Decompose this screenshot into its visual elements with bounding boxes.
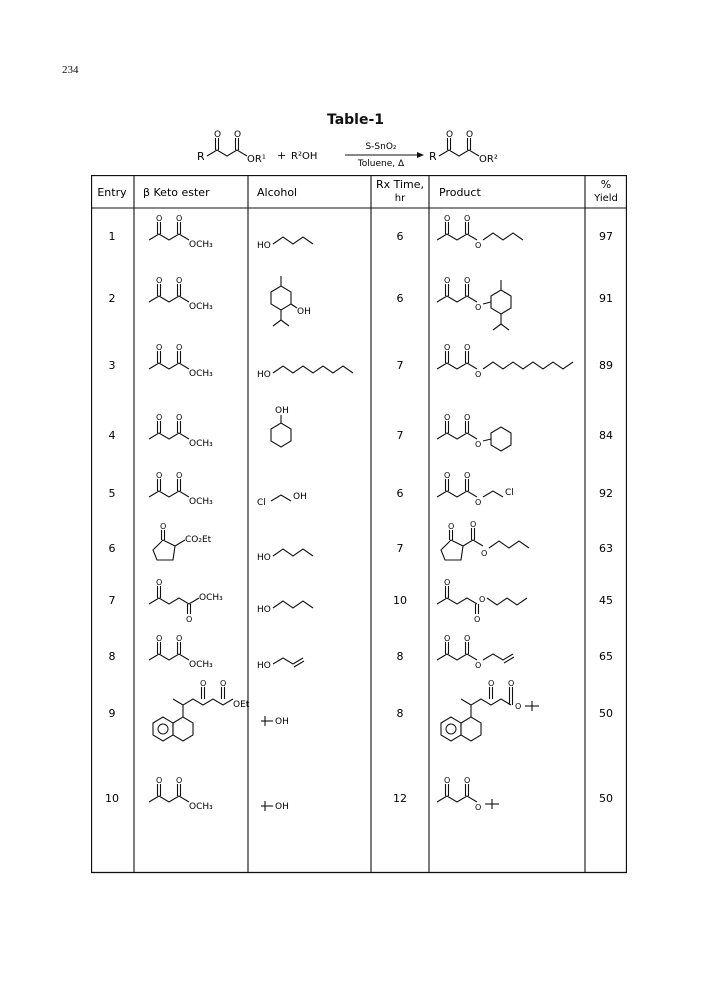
- carbonyl-o-label: O: [444, 214, 451, 223]
- carbonyl-o-label: O: [156, 578, 163, 587]
- header-alcohol: Alcohol: [257, 186, 298, 199]
- product-skeleton: [437, 234, 477, 240]
- cell-entry: 4: [108, 429, 116, 442]
- cell-entry: 8: [108, 650, 116, 663]
- product-skeleton: [437, 433, 477, 439]
- ester-group-label: OCH₃: [189, 369, 213, 379]
- alkyl-chain: [273, 549, 313, 556]
- alkyl-chain: [489, 541, 529, 548]
- cell-rx-time: 7: [396, 429, 404, 442]
- alcohol-cl-label: Cl: [257, 498, 266, 508]
- product-or2-label: OR²: [479, 154, 498, 165]
- carbonyl-o-label: O: [466, 130, 474, 140]
- product-o-label: O: [475, 440, 482, 449]
- carbonyl-o-label: O: [488, 679, 495, 688]
- carbonyl-o-label: O: [156, 634, 163, 643]
- side-chain: [183, 699, 233, 717]
- product-o-label: O: [475, 303, 482, 312]
- alcohol-oh-label: OH: [275, 717, 289, 727]
- product-skeleton: [437, 654, 477, 660]
- cell-rx-time: 8: [396, 707, 404, 720]
- cyclohexane-ring: [491, 290, 511, 314]
- plus-sign: +: [277, 149, 287, 162]
- table-row: [109, 276, 614, 330]
- carbonyl-o-label: O: [464, 413, 471, 422]
- ester-group-label: OCH₃: [199, 593, 223, 603]
- ester-skeleton: [149, 296, 189, 302]
- header-rx-time: Rx Time,: [375, 178, 425, 191]
- alcohol-oh-label: OH: [275, 802, 289, 812]
- product-o-label: O: [475, 498, 482, 507]
- aromatic-circle: [446, 724, 456, 734]
- cell-yield: 97: [599, 230, 613, 243]
- ethyl-chain: [271, 495, 291, 501]
- carbonyl-o-label: O: [508, 679, 515, 688]
- dihydro-ring: [461, 717, 481, 741]
- isopropyl-group: [501, 324, 509, 330]
- table-row: [109, 471, 614, 508]
- cell-entry: 6: [108, 542, 116, 555]
- cell-yield: 84: [599, 429, 613, 442]
- carbonyl-o-label: O: [444, 343, 451, 352]
- cell-entry: 1: [108, 230, 116, 243]
- cell-rx-time: 6: [396, 487, 404, 500]
- product-skeleton: [437, 491, 477, 497]
- ester-skeleton: [149, 654, 189, 660]
- cyclopentane-ring: [441, 540, 463, 560]
- cell-entry: 3: [108, 359, 116, 372]
- alcohol-ho-label: HO: [257, 605, 271, 615]
- ester-group-label: OCH₃: [189, 802, 213, 812]
- allyl-chain: [483, 654, 513, 660]
- product-cl-label: Cl: [505, 488, 514, 498]
- carbonyl-o-label: O: [176, 471, 183, 480]
- header-rx-time-unit: hr: [394, 193, 406, 204]
- carbonyl-o-label: O: [446, 130, 454, 140]
- reagent-label: S-SnO₂: [365, 142, 397, 152]
- benzene-ring: [153, 717, 173, 741]
- arrow-head: [417, 152, 424, 158]
- isopropyl-group: [281, 320, 289, 326]
- table-row: [109, 406, 614, 451]
- header-keto-ester: β Keto ester: [143, 186, 210, 199]
- product-skeleton: [437, 363, 477, 369]
- carbonyl-o-label: O: [464, 776, 471, 785]
- alkyl-chain: [483, 362, 573, 369]
- benzene-ring: [441, 717, 461, 741]
- product-o-label: O: [475, 370, 482, 379]
- cell-yield: 45: [599, 594, 613, 607]
- ester-bond: [175, 540, 185, 546]
- carbonyl-o-label: O: [474, 615, 481, 624]
- cell-rx-time: 10: [393, 594, 407, 607]
- product-skeleton: [437, 598, 477, 604]
- methyl-branch: [173, 699, 183, 705]
- r-group-label: R: [197, 150, 205, 163]
- carbonyl-o-label: O: [176, 776, 183, 785]
- carbonyl-o-label: O: [176, 214, 183, 223]
- r-group-label: R: [429, 150, 437, 163]
- product-skeleton: [437, 796, 477, 802]
- carbonyl-o-label: O: [444, 471, 451, 480]
- ester-group-label: OCH₃: [189, 302, 213, 312]
- alcohol-ho-label: HO: [257, 241, 271, 251]
- ester-group-label: OCH₃: [189, 497, 213, 507]
- cell-yield: 92: [599, 487, 613, 500]
- ester-bond: [483, 302, 491, 304]
- cell-yield: 63: [599, 542, 613, 555]
- cell-rx-time: 6: [396, 230, 404, 243]
- carbonyl-o-label: O: [156, 214, 163, 223]
- table-row: [109, 578, 614, 624]
- table-row: [109, 214, 614, 251]
- table-row: [109, 520, 614, 563]
- carbonyl-o-label: O: [176, 343, 183, 352]
- isopropyl-group: [493, 324, 501, 330]
- carbonyl-o-label: O: [156, 413, 163, 422]
- cell-entry: 9: [108, 707, 116, 720]
- product-o-label: O: [475, 241, 482, 250]
- cell-rx-time: 12: [393, 792, 407, 805]
- carbonyl-o-label: O: [444, 276, 451, 285]
- carbonyl-o-label: O: [156, 471, 163, 480]
- ester-chain: [463, 540, 483, 546]
- carbonyl-o-label: O: [448, 522, 455, 531]
- table-row: [109, 634, 614, 671]
- results-table: [91, 175, 627, 875]
- methyl-branch: [461, 699, 471, 705]
- alcohol-ho-label: HO: [257, 661, 271, 671]
- reactant-or1-label: OR¹: [247, 154, 266, 165]
- alcohol-oh-label: OH: [293, 492, 307, 502]
- alcohol-ho-label: HO: [257, 370, 271, 380]
- alcohol-oh-label: OH: [275, 406, 289, 416]
- alcohol-r2oh-label: R²OH: [291, 151, 318, 162]
- carbonyl-o-label: O: [160, 522, 167, 531]
- reaction-scheme: [195, 130, 515, 172]
- cell-rx-time: 6: [396, 292, 404, 305]
- ester-skeleton: [149, 598, 199, 604]
- cell-entry: 5: [108, 487, 116, 500]
- carbonyl-o-label: O: [156, 276, 163, 285]
- ester-skeleton: [149, 363, 189, 369]
- alkyl-chain: [273, 366, 353, 373]
- table-row: [105, 776, 613, 812]
- ester-group-label: OCH₃: [189, 660, 213, 670]
- carbonyl-o-label: O: [464, 343, 471, 352]
- carbonyl-o-label: O: [464, 276, 471, 285]
- carbonyl-o-label: O: [234, 130, 242, 140]
- cell-yield: 50: [599, 707, 613, 720]
- table-border: [92, 176, 627, 873]
- carbonyl-o-label: O: [464, 214, 471, 223]
- cyclohexane-ring: [271, 286, 291, 310]
- ester-bond: [483, 439, 491, 441]
- product-o-label: O: [475, 803, 482, 812]
- carbonyl-o-label: O: [186, 615, 193, 624]
- allyl-chain: [273, 658, 303, 664]
- cell-yield: 65: [599, 650, 613, 663]
- cell-entry: 7: [108, 594, 116, 607]
- alkyl-chain: [273, 237, 313, 244]
- alkyl-chain: [487, 598, 527, 605]
- cell-rx-time: 8: [396, 650, 404, 663]
- header-entry: Entry: [97, 186, 127, 199]
- ester-skeleton: [149, 491, 189, 497]
- cyclohexane-ring: [491, 427, 511, 451]
- ethyl-chain: [483, 491, 503, 497]
- side-chain: [471, 699, 511, 717]
- header-product: Product: [439, 186, 481, 199]
- table-row: [109, 343, 614, 380]
- ester-skeleton: [149, 796, 189, 802]
- alcohol-ho-label: HO: [257, 553, 271, 563]
- ester-group-label: CO₂Et: [185, 535, 212, 545]
- header-yield-pct: %: [600, 178, 612, 191]
- alkyl-chain: [483, 233, 523, 240]
- cell-rx-time: 7: [396, 359, 404, 372]
- cell-rx-time: 7: [396, 542, 404, 555]
- cell-entry: 2: [108, 292, 116, 305]
- carbonyl-o-label: O: [464, 471, 471, 480]
- dihydro-ring: [173, 717, 193, 741]
- cyclopentane-ring: [153, 540, 175, 560]
- conditions-label: Toluene, Δ: [357, 159, 405, 169]
- carbonyl-o-label: O: [156, 343, 163, 352]
- table-row: [109, 679, 614, 741]
- product-skeleton: [437, 296, 477, 302]
- aromatic-circle: [158, 724, 168, 734]
- ester-group-label: OEt: [233, 700, 250, 710]
- cell-yield: 89: [599, 359, 613, 372]
- product-o-label: O: [479, 595, 486, 604]
- carbonyl-o-label: O: [444, 776, 451, 785]
- carbonyl-o-label: O: [156, 776, 163, 785]
- product-o-label: O: [481, 549, 488, 558]
- carbonyl-o-label: O: [200, 679, 207, 688]
- carbonyl-o-label: O: [176, 276, 183, 285]
- ketoester-skeleton: [207, 150, 247, 156]
- carbonyl-o-label: O: [464, 634, 471, 643]
- carbonyl-o-label: O: [176, 413, 183, 422]
- carbonyl-o-label: O: [444, 578, 451, 587]
- cell-yield: 91: [599, 292, 613, 305]
- isopropyl-group: [273, 320, 281, 326]
- page-number: 234: [62, 64, 79, 76]
- header-yield: Yield: [594, 193, 618, 204]
- alcohol-oh-label: OH: [297, 307, 311, 317]
- carbonyl-o-label: O: [220, 679, 227, 688]
- cell-entry: 10: [105, 792, 119, 805]
- carbonyl-o-label: O: [176, 634, 183, 643]
- cell-yield: 50: [599, 792, 613, 805]
- product-skeleton: [439, 150, 479, 156]
- ester-group-label: OCH₃: [189, 439, 213, 449]
- carbonyl-o-label: O: [444, 413, 451, 422]
- alkyl-chain: [273, 601, 313, 608]
- product-o-label: O: [475, 661, 482, 670]
- ester-skeleton: [149, 433, 189, 439]
- product-o-label: O: [515, 702, 522, 711]
- ester-group-label: OCH₃: [189, 240, 213, 250]
- carbonyl-o-label: O: [470, 520, 477, 529]
- carbonyl-o-label: O: [214, 130, 222, 140]
- carbonyl-o-label: O: [444, 634, 451, 643]
- ester-skeleton: [149, 234, 189, 240]
- cyclohexane-ring: [271, 423, 291, 447]
- table-title: Table-1: [326, 112, 385, 128]
